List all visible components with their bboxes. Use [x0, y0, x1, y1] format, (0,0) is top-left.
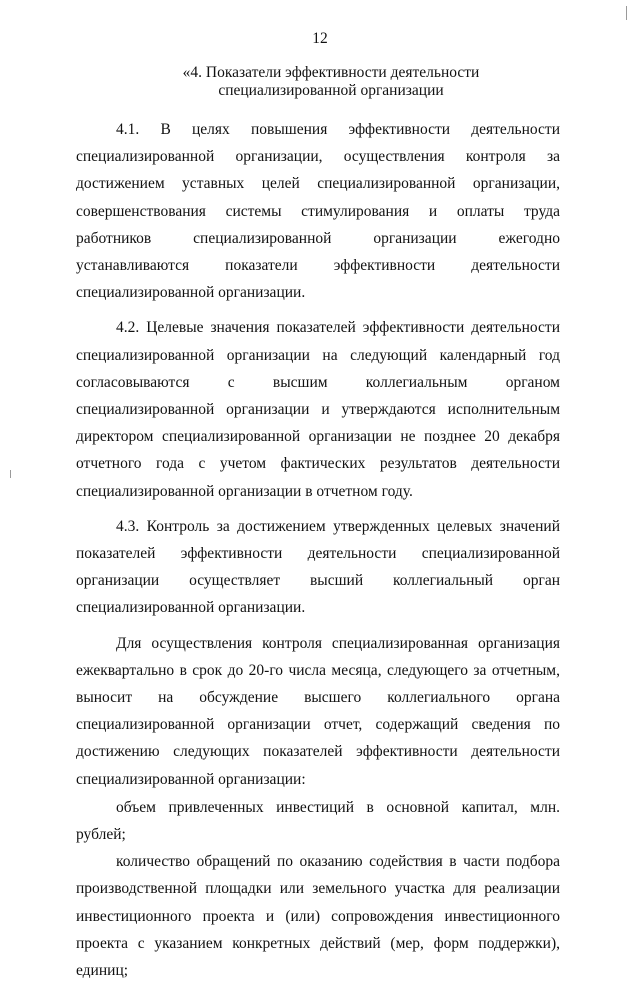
paragraph-control: Для осуществления контроля специализированная организация ежеквартально в срок до 20-го числа месяца, следующего за отчетным, выносит на обсуждение высшего коллегиального органа специализированной организации отчет, содержащий сведения по достижению следующих показателей эффективности деятельности специализированной организации:	[76, 634, 560, 788]
document-body	[76, 116, 560, 984]
paragraph-4-2: 4.2. Целевые значения показателей эффективности деятельности специализированной организации на следующий календарный год согласовываются с высшим коллегиальным органом специализированной организации и утверждаются исполнительным директором специализированной организации не позднее 20 декабря отчетного года с учетом фактических результатов деятельности специализированной организации в отчетном году.	[76, 319, 560, 500]
page-number: 12	[312, 30, 328, 47]
scan-edge-mark	[626, 6, 627, 20]
list-item-investments: объем привлеченных инвестиций в основной капитал, млн. рублей;	[76, 798, 560, 844]
section-heading: «4. Показатели эффективности деятельности специализированной организации	[182, 64, 480, 99]
paragraph-4-1: 4.1. В целях повышения эффективности деятельности специализированной организации, осуществления контроля за достижением уставных целей специализированной организации, совершенствования системы стимулирования и оплаты труда работников специализированной организации ежегодно устанавливаются показатели эффективности деятельности специализированной организации.	[76, 121, 560, 302]
list-item-requests: количество обращений по оказанию содействия в части подбора производственной площадки или земельного участка для реализации инвестиционного проекта и (или) сопровождения инвестиционного проекта с указанием конкретных действий (мер, форм поддержки), единиц;	[76, 853, 560, 980]
scan-edge-mark	[10, 470, 11, 478]
paragraph-4-3: 4.3. Контроль за достижением утвержденных целевых значений показателей эффективности деятельности специализированной организации осуществляет высший коллегиальный орган специализированной организации.	[76, 517, 560, 617]
